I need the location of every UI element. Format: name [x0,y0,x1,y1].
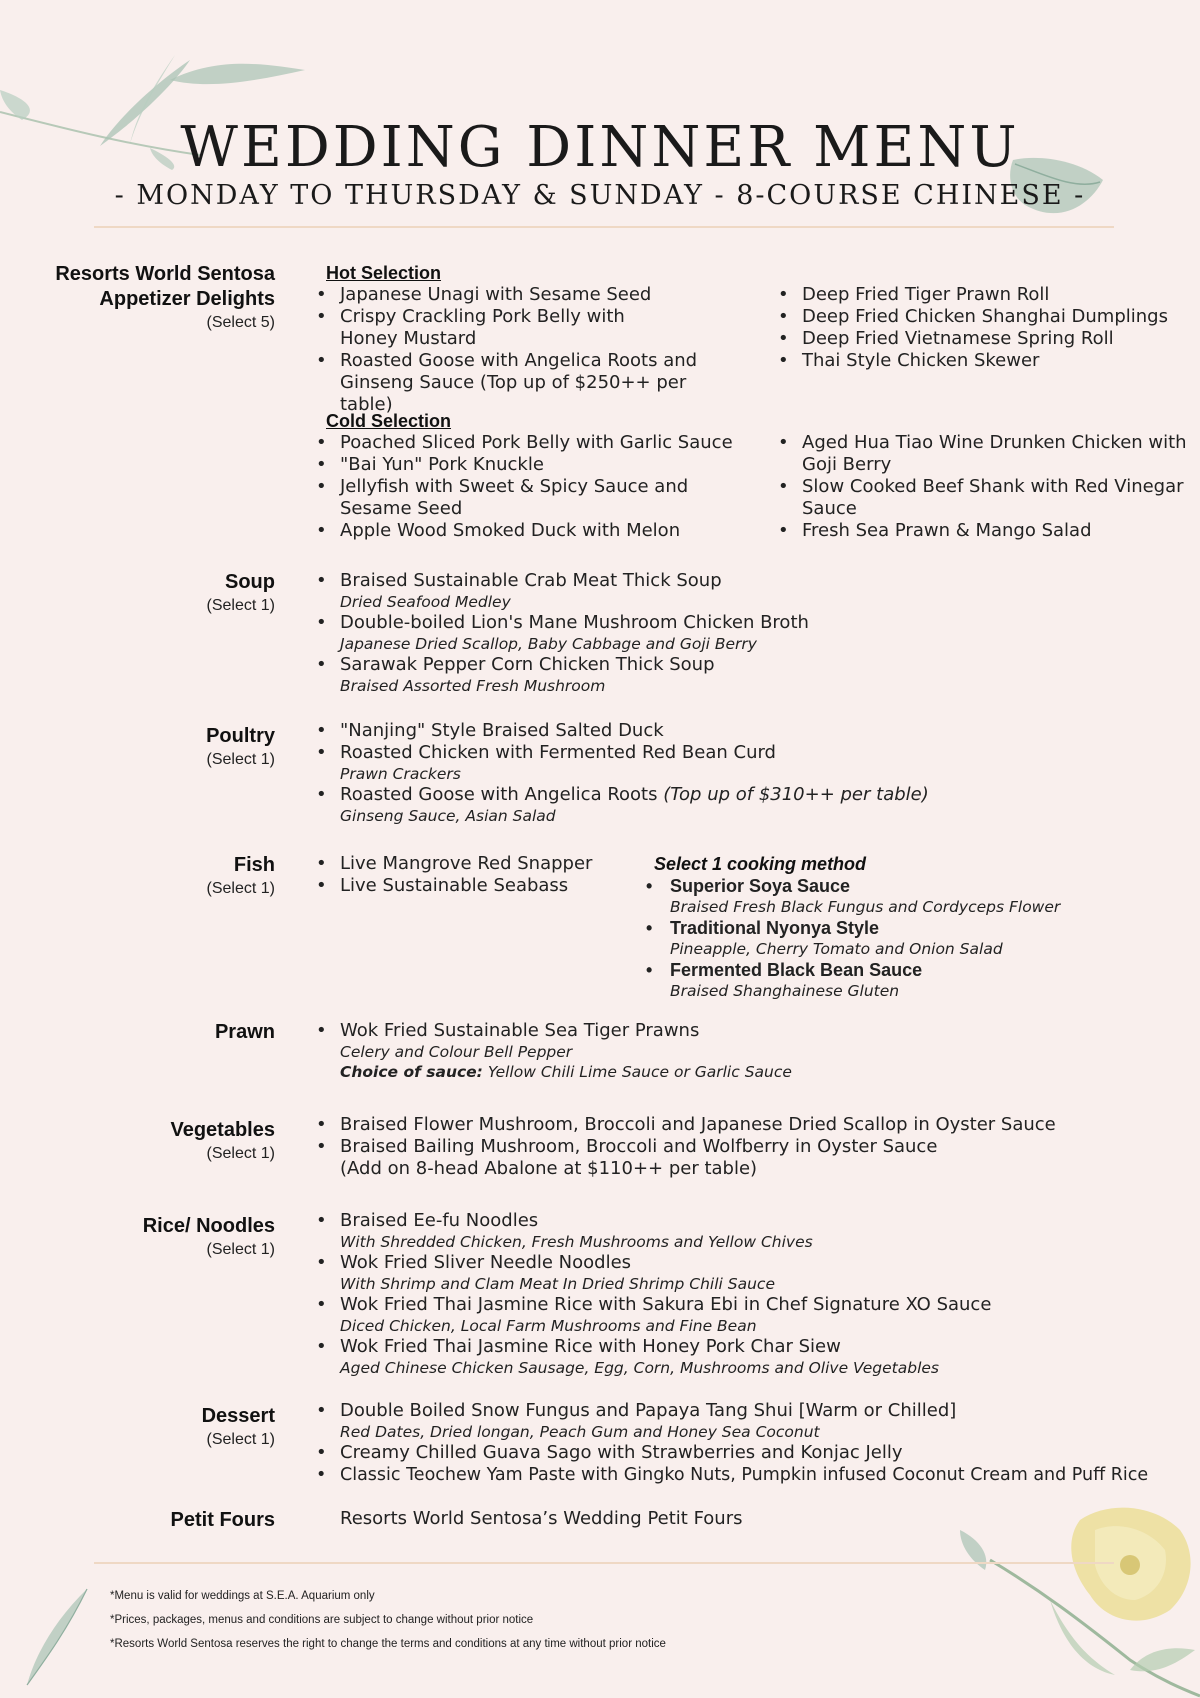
hot-left-list [312,284,752,416]
fish-label-text: Fish [233,854,275,876]
soup-label-text: Soup [225,571,275,593]
list-item: • Apple Wood Smoked Duck with Melon [312,520,752,542]
cooking-method-title: Select 1 cooking method [654,854,867,874]
method-name: Superior Soya Sauce [670,876,851,896]
fish-select: (Select 1) [206,880,275,897]
list-item [312,1252,1172,1294]
appetizer-label-line1: Resorts World Sentosa [55,263,275,285]
method-name: Fermented Black Bean Sauce [670,960,923,980]
list-item: • Classic Teochew Yam Paste with Gingko Nuts, Pumpkin infused Coconut Cream and Puff Rice [312,1464,1192,1486]
dish-name: Sarawak Pepper Corn Chicken Thick Soup [340,654,715,675]
list-item [642,959,1182,1001]
dish-name: Wok Fried Thai Jasmine Rice with Honey Pork Char Siew [340,1336,841,1357]
dish-desc: Celery and Colour Bell Pepper [340,1043,573,1061]
list-item [312,1336,1172,1378]
soup-select: (Select 1) [206,597,275,614]
fish-list [312,853,632,897]
hot-selection-title: Hot Selection [326,263,442,283]
sauce-label: Choice of sauce: [340,1063,483,1081]
dish-desc: Dried Seafood Medley [340,593,511,611]
list-item: • Aged Hua Tiao Wine Drunken Chicken with Goji Berry [774,432,1192,476]
vegetables-list [312,1114,1172,1180]
dish-desc: Japanese Dried Scallop, Baby Cabbage and Goji Berry [340,635,757,653]
list-item: • Jellyfish with Sweet & Spicy Sauce and Sesame Seed [312,476,700,520]
dish-name: Roasted Goose with Angelica Roots [340,784,658,805]
soup-list [312,570,1172,696]
list-item [312,570,1172,612]
dish-name: Braised Ee-fu Noodles [340,1210,539,1231]
method-name: Traditional Nyonya Style [670,918,880,938]
vegetables-label-text: Vegetables [170,1119,275,1141]
list-item: • Fresh Sea Prawn & Mango Salad [774,520,1194,542]
list-item [312,1136,1172,1180]
list-item: • Slow Cooked Beef Shank with Red Vinegar Sauce [774,476,1200,520]
list-item: • "Bai Yun" Pork Knuckle [312,454,752,476]
dessert-list [312,1400,1192,1486]
rice-label [35,1214,275,1261]
poultry-label-text: Poultry [206,725,275,747]
method-desc: Braised Fresh Black Fungus and Cordyceps Flower [670,898,1061,916]
list-item: • Deep Fried Chicken Shanghai Dumplings [774,306,1174,328]
footer-divider [94,1562,1114,1564]
method-desc: Pineapple, Cherry Tomato and Onion Salad [670,940,1003,958]
rice-select: (Select 1) [206,1241,275,1258]
list-item: • Roasted Goose with Angelica Roots and Ginseng Sauce (Top up of $250++ per table) [312,350,730,416]
dish-name: Wok Fried Thai Jasmine Rice with Sakura Ebi in Chef Signature XO Sauce [340,1294,992,1315]
dish-desc: Prawn Crackers [340,765,461,783]
prawn-label: Prawn [214,1021,275,1043]
hot-right-list [774,284,1174,372]
list-item: • "Nanjing" Style Braised Salted Duck [312,720,1172,742]
list-item [312,742,1172,784]
dish-desc: Ginseng Sauce, Asian Salad [340,807,556,825]
footer-note: *Resorts World Sentosa reserves the right to change the terms and conditions at any time without prior notice [110,1638,666,1650]
dish-name: Wok Fried Sliver Needle Noodles [340,1252,632,1273]
list-item: • Crispy Crackling Pork Belly with Honey Mustard [312,306,680,350]
fish-label [35,853,275,900]
dessert-label [35,1404,275,1451]
flower-bottom-right-icon [930,1500,1200,1698]
appetizer-select: (Select 5) [206,314,275,331]
topup-note: (Top up of $310++ per table) [663,784,929,805]
prawn-list [312,1020,1172,1082]
soup-label [35,570,275,617]
list-item: • Braised Flower Mushroom, Broccoli and Japanese Dried Scallop in Oyster Sauce [312,1114,1172,1136]
list-item: • Live Mangrove Red Snapper [312,853,632,875]
list-item [312,1400,1192,1442]
footer-note: *Menu is valid for weddings at S.E.A. Aquarium only [110,1590,375,1602]
list-item [312,612,1172,654]
appetizer-label [35,262,275,334]
cold-selection-title: Cold Selection [326,411,452,431]
abalone-note: (Add on 8-head Abalone at $110++ per table) [340,1158,758,1179]
sauce-choice [340,1062,1172,1082]
list-item: • Creamy Chilled Guava Sago with Strawberries and Konjac Jelly [312,1442,1192,1464]
dish-name: Braised Sustainable Crab Meat Thick Soup [340,570,722,591]
list-item: • Deep Fried Tiger Prawn Roll [774,284,1174,306]
cold-right-list [774,432,1194,542]
dish-name: Braised Bailing Mushroom, Broccoli and Wolfberry in Oyster Sauce [340,1136,938,1157]
menu-subtitle: - MONDAY TO THURSDAY & SUNDAY - 8-COURSE CHINESE - [114,180,1086,211]
list-item [312,1210,1172,1252]
list-item [312,1294,1172,1336]
list-item: • Deep Fried Vietnamese Spring Roll [774,328,1174,350]
list-item: • Thai Style Chicken Skewer [774,350,1174,372]
poultry-list [312,720,1172,826]
vegetables-label [35,1118,275,1165]
dish-desc: Diced Chicken, Local Farm Mushrooms and Fine Bean [340,1317,757,1335]
dessert-select: (Select 1) [206,1431,275,1448]
petit-fours-label: Petit Fours [170,1509,275,1531]
rice-label-text: Rice/ Noodles [142,1215,275,1237]
menu-title: WEDDING DINNER MENU [180,115,1020,180]
rice-list [312,1210,1172,1378]
dish-desc: Red Dates, Dried longan, Peach Gum and Honey Sea Coconut [340,1423,820,1441]
list-item [642,917,1182,959]
cold-left-list [312,432,752,542]
footer-note: *Prices, packages, menus and conditions are subject to change without prior notice [110,1614,534,1626]
dish-name: Roasted Chicken with Fermented Red Bean Curd [340,742,776,763]
dessert-label-text: Dessert [201,1405,275,1427]
dish-desc: With Shrimp and Clam Meat In Dried Shrimp Chili Sauce [340,1275,775,1293]
list-item: • Live Sustainable Seabass [312,875,632,897]
dish-desc: Aged Chinese Chicken Sausage, Egg, Corn, Mushrooms and Olive Vegetables [340,1359,939,1377]
dish-desc: With Shredded Chicken, Fresh Mushrooms and Yellow Chives [340,1233,813,1251]
header-divider [94,226,1114,228]
petit-fours-item: Resorts World Sentosa’s Wedding Petit Fours [340,1508,743,1529]
list-item: • Japanese Unagi with Sesame Seed [312,284,752,306]
vegetables-select: (Select 1) [206,1145,275,1162]
dish-name: Double Boiled Snow Fungus and Papaya Tang Shui [Warm or Chilled] [340,1400,957,1421]
list-item [642,875,1182,917]
sauce-options: Yellow Chili Lime Sauce or Garlic Sauce [482,1063,792,1081]
list-item [312,654,1172,696]
method-desc: Braised Shanghainese Gluten [670,982,900,1000]
poultry-label [35,724,275,771]
dish-name: Double-boiled Lion's Mane Mushroom Chicken Broth [340,612,809,633]
poultry-select: (Select 1) [206,751,275,768]
list-item [312,1020,1172,1082]
appetizer-label-line2: Appetizer Delights [99,288,275,310]
list-item [312,784,1172,826]
dish-desc: Braised Assorted Fresh Mushroom [340,677,606,695]
dish-name: Wok Fried Sustainable Sea Tiger Prawns [340,1020,700,1041]
list-item: • Poached Sliced Pork Belly with Garlic Sauce [312,432,752,454]
leaf-bottom-left-icon [15,1585,95,1690]
cooking-method-list [642,875,1182,1001]
